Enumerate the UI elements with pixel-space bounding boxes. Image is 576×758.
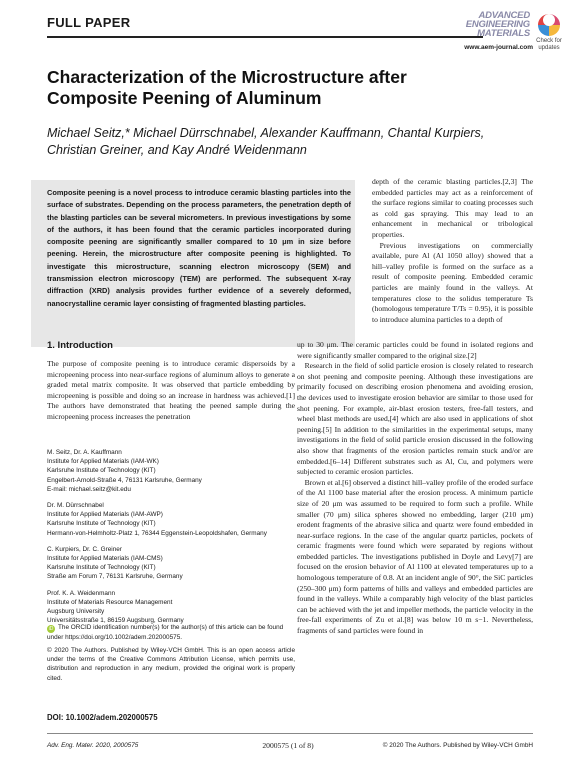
right-column-top-text: depth of the ceramic blasting particles.[2,3] The embedded particles may act as a reinforcement of the surface regions similar to coating processes such as cold gas spraying. This may lead to an enhancement in mechanical or tribological properties. Previous investigations on commercially available, pure Al (Al 1050 alloy) showed that a hill–valley profile is formed on the surface as a result of composite peening. Embedded ceramic particles are mainly found in the valleys. At temperatures close to the solidus temperature Ts (homologous temperature T/Ts = 0.95), it is possible to introduce alumina particles to a depth of	[372, 177, 533, 324]
check-updates-icon	[538, 14, 560, 36]
doi-link[interactable]: DOI: 10.1002/adem.202000575	[47, 713, 158, 722]
affiliation-line: Prof. K. A. Weidenmann	[47, 589, 116, 597]
affiliation-line: Dr. M. Dürrschnabel	[47, 502, 104, 510]
affiliation-line: Straße am Forum 7, 76131 Karlsruhe, Germany	[47, 573, 183, 581]
affiliation-line: Institute for Applied Materials (IAM-WK)	[47, 458, 159, 466]
affiliation-line: Augsburg University	[47, 608, 105, 616]
license-text: © 2020 The Authors. Published by Wiley-VCH GmbH. This is an open access article under the terms of the Creative Commons Attribution License, which permits use, distribution and reproduction in any medium, provided the original work is properly cited.	[47, 647, 295, 682]
journal-logo	[458, 11, 530, 38]
affiliation-line: Karlsruhe Institute of Technology (KIT)	[47, 467, 156, 475]
affiliation-line: Institute of Materials Resource Management	[47, 598, 173, 606]
affiliation-block	[47, 545, 295, 582]
affiliation-block	[47, 501, 295, 538]
footer-copyright: © 2020 The Authors. Published by Wiley-VCH GmbH	[382, 742, 533, 749]
section-heading: 1. Introduction	[47, 340, 113, 351]
journal-url[interactable]: www.aem-journal.com	[464, 44, 533, 51]
logo-line: ENGINEERING	[465, 19, 530, 30]
affiliation-line: Engelbert-Arnold-Straße 4, 76131 Karlsruhe, Germany	[47, 476, 202, 484]
footer-citation: Adv. Eng. Mater. 2020, 2000575	[47, 742, 139, 749]
check-updates-button[interactable]	[531, 9, 567, 52]
author-list: Michael Seitz,* Michael Dürrschnabel, Alexander Kauffmann, Chantal Kurpiers, Christian Greiner, and Kay André Weidenmann	[47, 126, 485, 157]
footer-rule	[47, 733, 533, 734]
abstract-text: Composite peening is a novel process to introduce ceramic blasting particles into the surface of substrates. Depending on the process parameters, the penetration depth of the blasting particles can be several micrometers. In previous investigations by some of the authors, it has been found that the ceramic particles incorporated during composite peening are significantly smaller compared to 10 μm in size before peening. Herein, the microstructure after composite peening is highlighted. To investigate this microstructure, scanning electron microscopy (SEM) and transmission electron microscopy (TEM) are performed. The subsequent X-ray diffraction (XRD) analysis provides further evidence of a severely deformed, nanocrystalline ceramic layer consisting of fragmented blasting particles.	[47, 188, 351, 308]
affiliation-line: Institute for Applied Materials (IAM-AWP)	[47, 511, 163, 519]
affiliation-block	[47, 448, 295, 494]
affiliation-line: Institute for Applied Materials (IAM-CMS)	[47, 555, 163, 563]
right-column-bottom-text: up to 30 μm. The ceramic particles could be found in isolated regions and were significantly smaller compared to the original size.[2] Research in the field of solid particle erosion is closely related to research on shot peening and composite peening. Although these investigations are primarily focused on describing erosion phenomena and avoiding erosion, the devices used to investigate erosion behavior are similar to those used for shot peening. For example, air-blast erosion testers, free-fall testers, and wheel blast methods are used,[4] which are also used in applications of shot peening.[5] In addition to the similarities in the experimental setups, many investigations in the field of solid particle erosion discussed in the following also show that fragments of the erosion particles remain stuck and/or are embedded.[6–14] Different substrates such as Al, Cu, and polymers were subjected to ceramic erosion particles. Brown et al.[6] observed a distinct hill–valley profile of the eroded surface of the Al 1100 base material after the erosion process. A minimum particle size of 20 μm was assumed to be required to form such a profile. While smaller (70 μm) silica spheres showed no embedding, larger (210 μm) erodent fragments of the abrasive silica and quartz were found embedded in near-surface regions. In the case of the angular quartz particles, pockets of ceramic fragments were found which were separated by regions without embedded particles. The investigations published in Doyle and Levy[7] are focused on the erosion behavior of Al 1100 at elevated temperatures up to a homologous temperature of 0.8. At an incident angle of 90°, the SiC particles (250–300 μm) form patterns of hills and valleys and embedded particles are found in the valleys. While a comparably high velocity of the blast particles can be achieved with the jet and impeller methods, the particle velocity in the free-fall experiments of Zu et al.[8] was below 10 m s−1. Nevertheless, fragments of sand particles were found in	[297, 340, 533, 636]
orcid-text[interactable]: The ORCID identification number(s) for the author(s) of this article can be found under https://doi.org/10.1002/adem.202000575.	[47, 624, 284, 641]
affiliations	[47, 448, 295, 625]
affiliation-line: Karlsruhe Institute of Technology (KIT)	[47, 564, 156, 572]
affiliation-line: M. Seitz, Dr. A. Kauffmann	[47, 449, 122, 456]
orcid-note	[47, 623, 295, 642]
article-title: Characterization of the Microstructure after Composite Peening of Aluminum	[47, 67, 407, 108]
affiliation-line: Universitätsstraße 1, 86159 Augsburg, Germany	[47, 617, 184, 625]
header-rule	[47, 36, 483, 38]
section-label: FULL PAPER	[47, 15, 131, 30]
email-link[interactable]: E-mail: michael.seitz@kit.edu	[47, 485, 131, 493]
affiliation-block	[47, 589, 295, 626]
intro-paragraph: The purpose of composite peening is to introduce ceramic dispersoids by a micropeening process into near-surface regions of aluminum alloys to generate a graded metal matrix composite. It was observed that particle embedding by micropeening is possible and doing so an increase in hardness was achieved.[1] The authors have demonstrated that heating the peened sample during the micropeening process increases the penetration	[47, 359, 295, 421]
affiliation-line: Hermann-von-Helmholtz-Platz 1, 76344 Eggenstein-Leopoldshafen, Germany	[47, 529, 267, 537]
page-number: 2000575 (1 of 8)	[262, 741, 314, 750]
logo-line: ADVANCED	[478, 10, 530, 21]
check-updates-label: Check for updates	[536, 38, 562, 51]
affiliation-line: Karlsruhe Institute of Technology (KIT)	[47, 520, 156, 528]
orcid-icon: iD	[48, 626, 54, 632]
logo-line: MATERIALS	[477, 28, 530, 39]
affiliation-line: C. Kurpiers, Dr. C. Greiner	[47, 545, 122, 553]
